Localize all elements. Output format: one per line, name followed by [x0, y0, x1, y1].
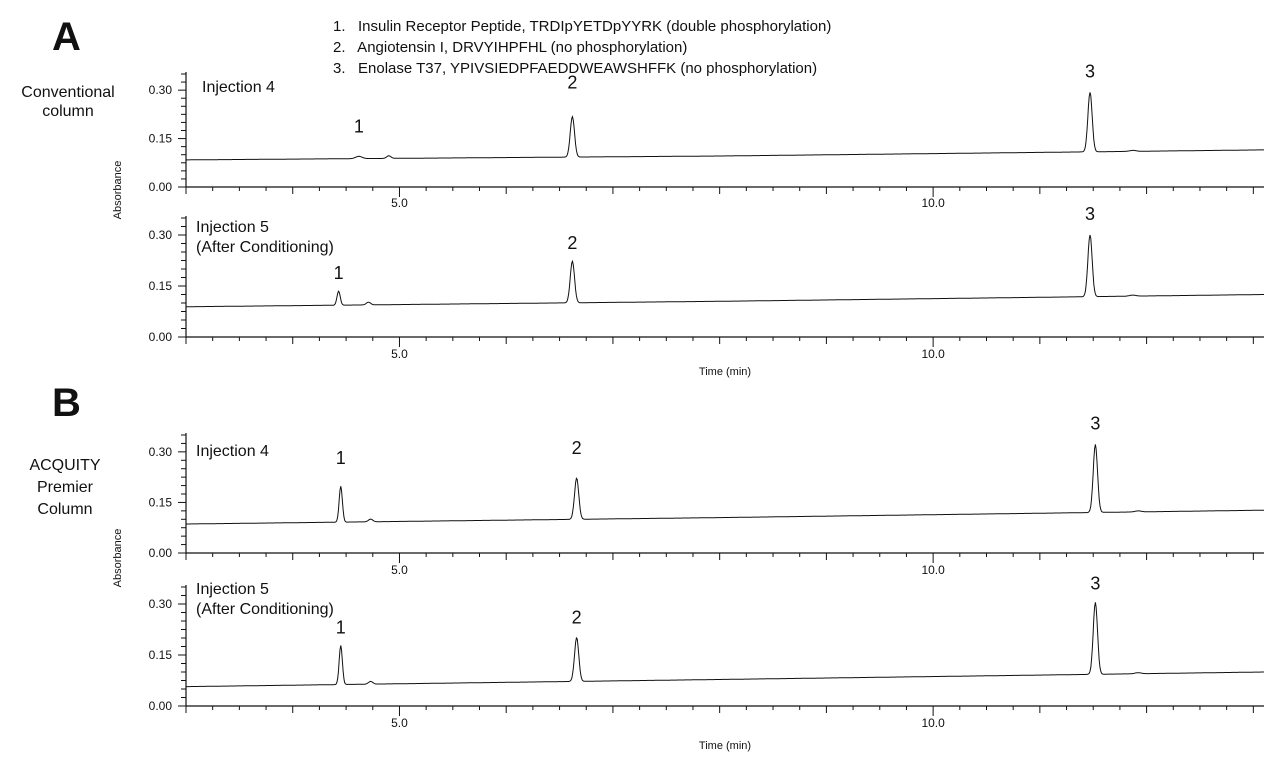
chart-title: Injection 4	[202, 79, 275, 96]
peak-label-2: 2	[567, 233, 578, 254]
y-tick-label: 0.30	[148, 444, 172, 459]
y-tick-label: 0.00	[148, 699, 172, 713]
x-axis-title-a: Time (min)	[698, 366, 752, 378]
chart-a-injection-5	[149, 204, 1264, 361]
y-tick-label: 0.00	[148, 330, 172, 344]
legend-item-2: 2. Angiotensin I, DRVYIHPFHL (no phosphorylation)	[333, 39, 688, 56]
y-tick-label: 0.15	[148, 648, 172, 662]
peak-label-1: 1	[335, 617, 346, 638]
panel-letter-a: A	[52, 15, 81, 59]
legend-item-1: 1. Insulin Receptor Peptide, TRDIpYETDpYYRK (double phosphorylation)	[333, 18, 832, 35]
x-axis-title-b: Time (min)	[698, 740, 752, 752]
x-tick-label: 10.0	[921, 716, 945, 730]
y-tick-label: 0.30	[148, 597, 172, 611]
chromatogram-trace	[186, 444, 1264, 524]
x-tick-label: 5.0	[391, 196, 408, 210]
chart-b-injection-4	[149, 413, 1264, 577]
y-tick-label: 0.30	[148, 228, 172, 242]
chart-title-line1: Injection 5	[196, 219, 269, 236]
panel-b-side-label-line3: Column	[37, 501, 93, 518]
peak-label-1: 1	[333, 263, 344, 284]
peak-label-3: 3	[1085, 204, 1096, 224]
y-tick-label: 0.15	[148, 279, 172, 293]
chart-title-line2: (After Conditioning)	[196, 601, 334, 618]
panel-a-side-label-line2: column	[42, 103, 94, 120]
peak-label-2: 2	[567, 72, 578, 93]
y-tick-label: 0.15	[148, 495, 172, 510]
panel-a-side-label-line1: Conventional	[21, 84, 115, 101]
x-tick-label: 5.0	[391, 716, 408, 730]
y-tick-label: 0.30	[148, 83, 172, 98]
y-tick-label: 0.15	[148, 131, 172, 146]
peak-label-2: 2	[571, 607, 582, 628]
peak-label-3: 3	[1090, 413, 1101, 434]
panel-letter-b: B	[52, 381, 81, 425]
chart-title: Injection 4	[196, 443, 269, 460]
x-tick-label: 10.0	[921, 563, 945, 577]
y-axis-title-b: Absorbance	[112, 528, 124, 588]
chart-b-injection-5	[149, 573, 1264, 730]
chromatogram-trace	[186, 602, 1264, 686]
legend-item-3: 3. Enolase T37, YPIVSIEDPFAEDDWEAWSHFFK (no phosphorylation)	[333, 60, 818, 77]
peak-label-2: 2	[571, 438, 582, 459]
chart-a-injection-4	[149, 61, 1264, 210]
x-tick-label: 5.0	[391, 347, 408, 361]
y-tick-label: 0.00	[148, 180, 172, 194]
x-tick-label: 10.0	[921, 347, 945, 361]
x-tick-label: 10.0	[921, 196, 945, 210]
y-axis-title-a: Absorbance	[112, 160, 124, 220]
peak-label-1: 1	[335, 448, 346, 469]
chart-title-line1: Injection 5	[196, 581, 269, 598]
legend	[333, 18, 831, 77]
peak-label-3: 3	[1085, 61, 1096, 82]
chart-title-line2: (After Conditioning)	[196, 239, 334, 256]
panel-b-side-label-line1: ACQUITY	[29, 457, 101, 474]
chromatogram-trace	[186, 235, 1264, 307]
panel-b-side-label-line2: Premier	[36, 479, 94, 496]
chromatogram-trace	[186, 92, 1264, 159]
peak-label-1: 1	[353, 116, 364, 137]
x-tick-label: 5.0	[391, 563, 408, 577]
y-tick-label: 0.00	[148, 546, 172, 560]
peak-label-3: 3	[1090, 573, 1101, 594]
